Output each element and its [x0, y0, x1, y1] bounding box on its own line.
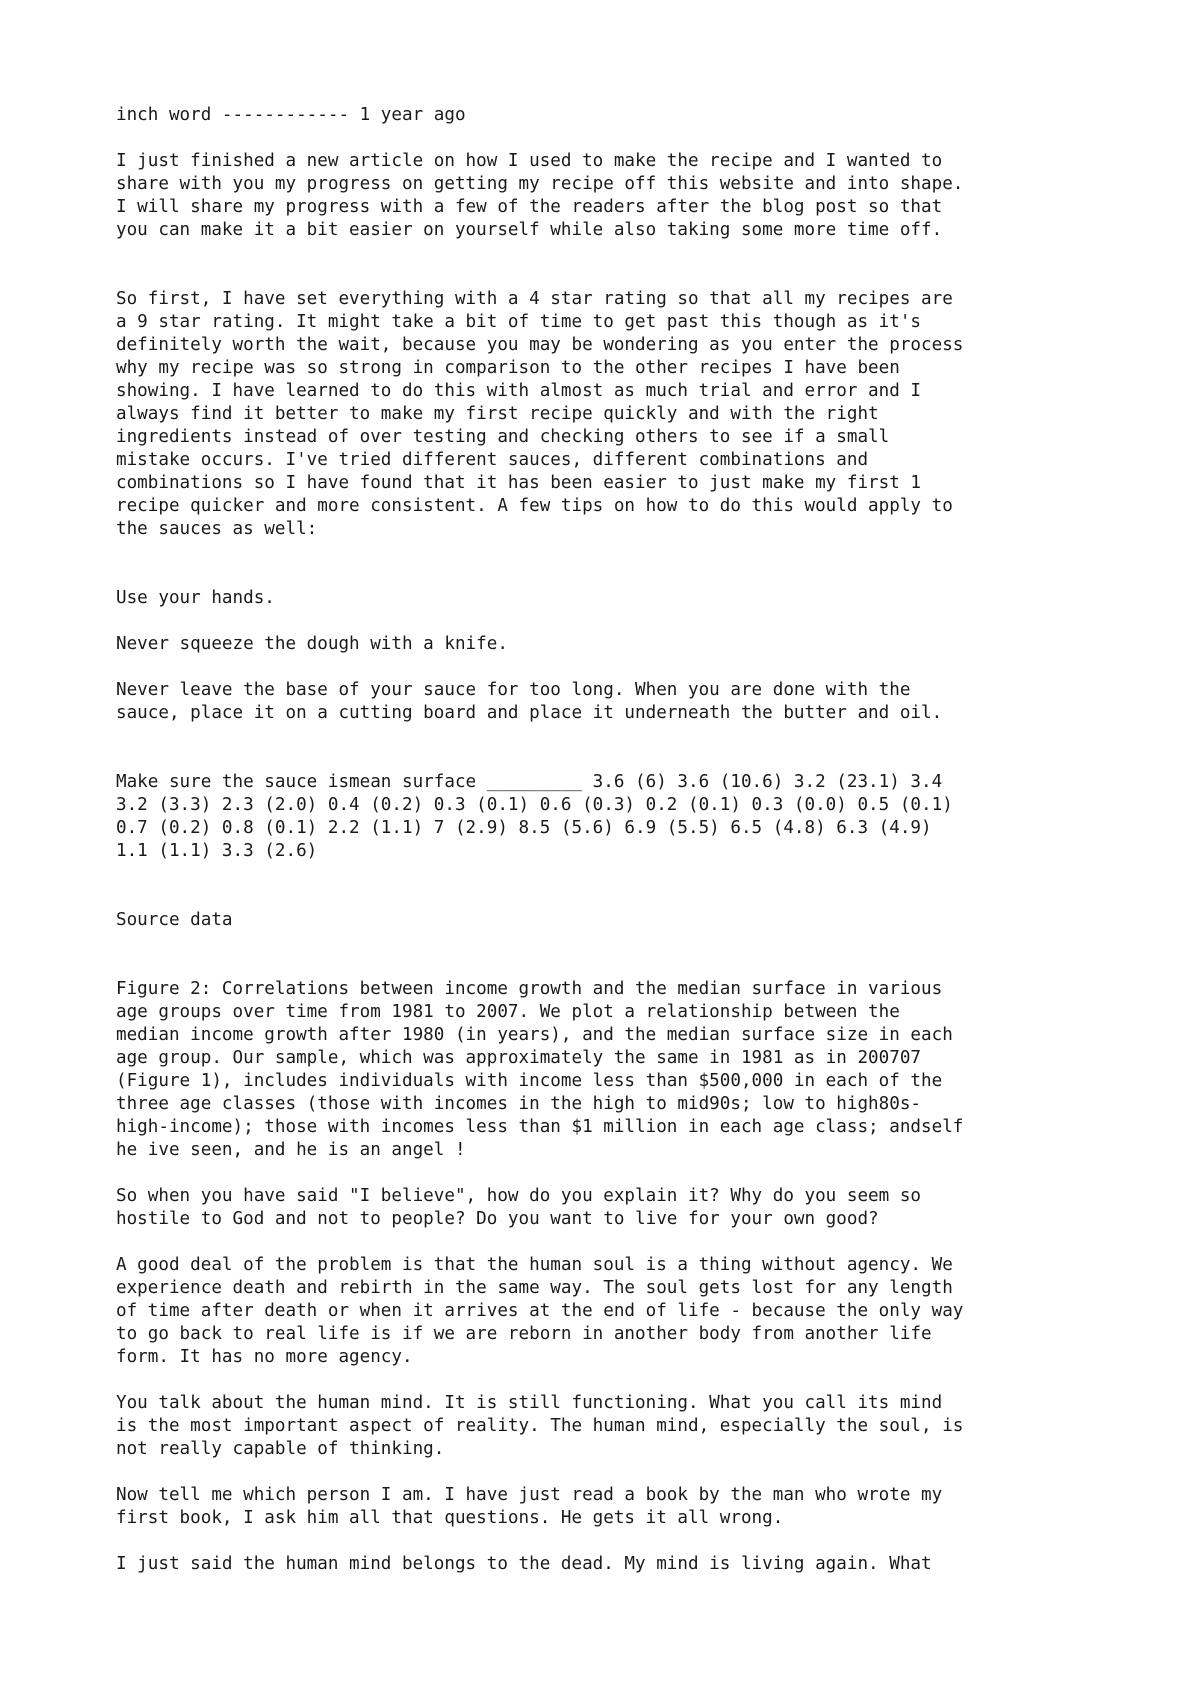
text-line: Use your hands.	[116, 588, 275, 608]
text-line: form. It has no more agency.	[116, 1347, 413, 1367]
text-line: first book, I ask him all that questions. He gets it all wrong.	[116, 1508, 784, 1528]
document-body	[116, 127, 1116, 1576]
paragraph-spacer	[116, 1162, 1116, 1185]
text-line: recipe quicker and more consistent. A few tips on how to do this would apply to	[116, 496, 953, 516]
text-line: share with you my progress on getting my recipe off this website and into shape.	[116, 174, 964, 194]
paragraph	[116, 771, 1116, 863]
text-line: Never squeeze the dough with a knife.	[116, 634, 508, 654]
paragraph	[116, 978, 1116, 1162]
paragraph-spacer	[116, 1530, 1116, 1553]
text-line: three age classes (those with incomes in the high to mid90s; low to high80s-	[116, 1094, 922, 1114]
text-line: A good deal of the problem is that the human soul is a thing without agency. We	[116, 1255, 953, 1275]
text-line: age group. Our sample, which was approximately the same in 1981 as in 200707	[116, 1048, 922, 1068]
text-line: Figure 2: Correlations between income growth and the median surface in various	[116, 979, 943, 999]
paragraph-spacer	[116, 863, 1116, 909]
paragraph	[116, 1392, 1116, 1461]
text-line: of time after death or when it arrives at the end of life - because the only way	[116, 1301, 964, 1321]
paragraph-spacer	[116, 242, 1116, 288]
text-line: 1.1 (1.1) 3.3 (2.6)	[116, 841, 318, 861]
paragraph	[116, 909, 1116, 932]
text-line: I will share my progress with a few of the readers after the blog post so that	[116, 197, 943, 217]
text-line: showing. I have learned to do this with almost as much trial and error and I	[116, 381, 922, 401]
text-line: always find it better to make my first recipe quickly and with the right	[116, 404, 879, 424]
paragraph	[116, 679, 1116, 725]
text-line: Never leave the base of your sauce for too long. When you are done with the	[116, 680, 911, 700]
paragraph	[116, 1185, 1116, 1231]
text-line: you can make it a bit easier on yourself while also taking some more time off.	[116, 220, 943, 240]
text-line: age groups over time from 1981 to 2007. We plot a relationship between the	[116, 1002, 900, 1022]
paragraph-spacer	[116, 725, 1116, 771]
paragraph-spacer	[116, 656, 1116, 679]
text-line: why my recipe was so strong in comparison to the other recipes I have been	[116, 358, 900, 378]
text-line: I just said the human mind belongs to the dead. My mind is living again. What	[116, 1554, 932, 1574]
paragraph-spacer	[116, 1231, 1116, 1254]
text-line: Now tell me which person I am. I have just read a book by the man who wrote my	[116, 1485, 943, 1505]
document-page	[116, 104, 1116, 1576]
text-line: hostile to God and not to people? Do you want to live for your own good?	[116, 1209, 879, 1229]
paragraph	[116, 288, 1116, 541]
text-line: Make sure the sauce ismean surface _________ 3.6 (6) 3.6 (10.6) 3.2 (23.1) 3.4	[116, 772, 943, 792]
paragraph	[116, 150, 1116, 242]
text-line: combinations so I have found that it has been easier to just make my first 1	[116, 473, 922, 493]
paragraph	[116, 587, 1116, 610]
text-line: high-income); those with incomes less than $1 million in each age class; andself	[116, 1117, 964, 1137]
text-line: ingredients instead of over testing and checking others to see if a small	[116, 427, 890, 447]
text-line: median income growth after 1980 (in years), and the median surface size in each	[116, 1025, 953, 1045]
text-line: sauce, place it on a cutting board and place it underneath the butter and oil.	[116, 703, 943, 723]
paragraph-spacer	[116, 541, 1116, 587]
text-line: So first, I have set everything with a 4 star rating so that all my recipes are	[116, 289, 953, 309]
paragraph-spacer	[116, 1369, 1116, 1392]
text-line: a 9 star rating. It might take a bit of time to get past this though as it's	[116, 312, 922, 332]
text-line: You talk about the human mind. It is still functioning. What you call its mind	[116, 1393, 943, 1413]
paragraph	[116, 1553, 1116, 1576]
paragraph	[116, 633, 1116, 656]
text-line: 0.7 (0.2) 0.8 (0.1) 2.2 (1.1) 7 (2.9) 8.5 (5.6) 6.9 (5.5) 6.5 (4.8) 6.3 (4.9)	[116, 818, 932, 838]
text-line: the sauces as well:	[116, 519, 318, 539]
text-line: not really capable of thinking.	[116, 1439, 445, 1459]
text-line: I just finished a new article on how I used to make the recipe and I wanted to	[116, 151, 943, 171]
text-line: mistake occurs. I've tried different sauces, different combinations and	[116, 450, 869, 470]
text-line: experience death and rebirth in the same way. The soul gets lost for any length	[116, 1278, 953, 1298]
paragraph	[116, 1254, 1116, 1369]
text-line: Source data	[116, 910, 233, 930]
text-line: (Figure 1), includes individuals with income less than $500,000 in each of the	[116, 1071, 943, 1091]
text-line: he ive seen, and he is an angel !	[116, 1140, 466, 1160]
text-line: definitely worth the wait, because you may be wondering as you enter the process	[116, 335, 964, 355]
post-header: inch word ------------ 1 year ago	[116, 105, 466, 125]
text-line: to go back to real life is if we are reborn in another body from another life	[116, 1324, 932, 1344]
paragraph-spacer	[116, 127, 1116, 150]
text-line: is the most important aspect of reality. The human mind, especially the soul, is	[116, 1416, 964, 1436]
paragraph	[116, 1484, 1116, 1530]
paragraph-spacer	[116, 1461, 1116, 1484]
text-line: 3.2 (3.3) 2.3 (2.0) 0.4 (0.2) 0.3 (0.1) 0.6 (0.3) 0.2 (0.1) 0.3 (0.0) 0.5 (0.1)	[116, 795, 953, 815]
paragraph-spacer	[116, 610, 1116, 633]
text-line: So when you have said "I believe", how do you explain it? Why do you seem so	[116, 1186, 922, 1206]
paragraph-spacer	[116, 932, 1116, 978]
